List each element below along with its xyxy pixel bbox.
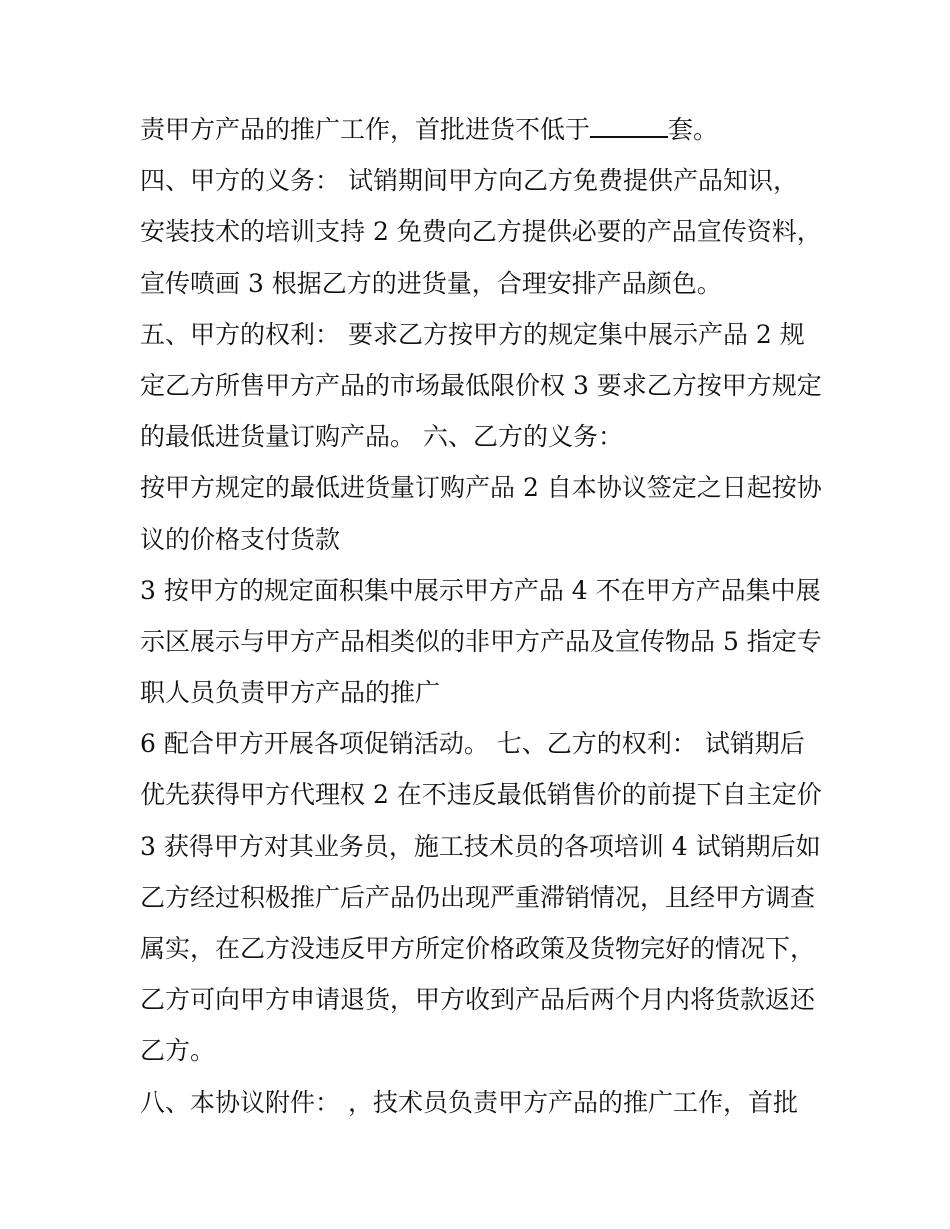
text-line: 定乙方所售甲方产品的市场最低限价权 3 要求乙方按甲方规定: [140, 370, 822, 400]
text-line: 优先获得甲方代理权 2 在不违反最低销售价的前提下自主定价: [140, 780, 822, 810]
document-body: [140, 104, 830, 1128]
text-line: 宣传喷画 3 根据乙方的进货量，合理安排产品颜色。: [140, 268, 722, 298]
text-line: 八、本协议附件： ，技术员负责甲方产品的推广工作，首批: [140, 1087, 798, 1117]
text-segment: 责甲方产品的推广工作，首批进货不低于: [140, 115, 591, 144]
text-line: 示区展示与甲方产品相类似的非甲方产品及宣传物品 5 指定专: [140, 626, 822, 656]
text-line: 四、甲方的义务： 试销期间甲方向乙方免费提供产品知识，: [140, 166, 798, 196]
text-line: 6 配合甲方开展各项促销活动。 七、乙方的权利： 试销期后: [140, 729, 805, 759]
text-line: 议的价格支付货款: [140, 524, 341, 554]
text-line: 职人员负责甲方产品的推广: [140, 678, 441, 708]
text-line: 按甲方规定的最低进货量订购产品 2 自本协议签定之日起按协: [140, 473, 822, 503]
text-line: 乙方经过积极推广后产品仍出现严重滞销情况，且经甲方调查: [140, 882, 816, 912]
text-line: 的最低进货量订购产品。 六、乙方的义务：: [140, 422, 623, 452]
fill-in-blank: [590, 118, 668, 138]
text-line: 五、甲方的权利： 要求乙方按甲方的规定集中展示产品 2 规: [140, 319, 805, 349]
text-line: 安装技术的培训支持 2 免费向乙方提供必要的产品宣传资料，: [140, 217, 822, 247]
text-line: [140, 104, 830, 155]
text-line: 3 获得甲方对其业务员，施工技术员的各项培训 4 试销期后如: [140, 831, 821, 861]
text-line: 乙方可向甲方申请退货，甲方收到产品后两个月内将货款返还: [140, 985, 816, 1015]
text-line: 3 按甲方的规定面积集中展示甲方产品 4 不在甲方产品集中展: [140, 575, 821, 605]
text-line: 乙方。: [140, 1036, 216, 1066]
text-segment: 套。: [668, 115, 719, 144]
text-line: 属实，在乙方没违反甲方所定价格政策及货物完好的情况下，: [140, 934, 816, 963]
